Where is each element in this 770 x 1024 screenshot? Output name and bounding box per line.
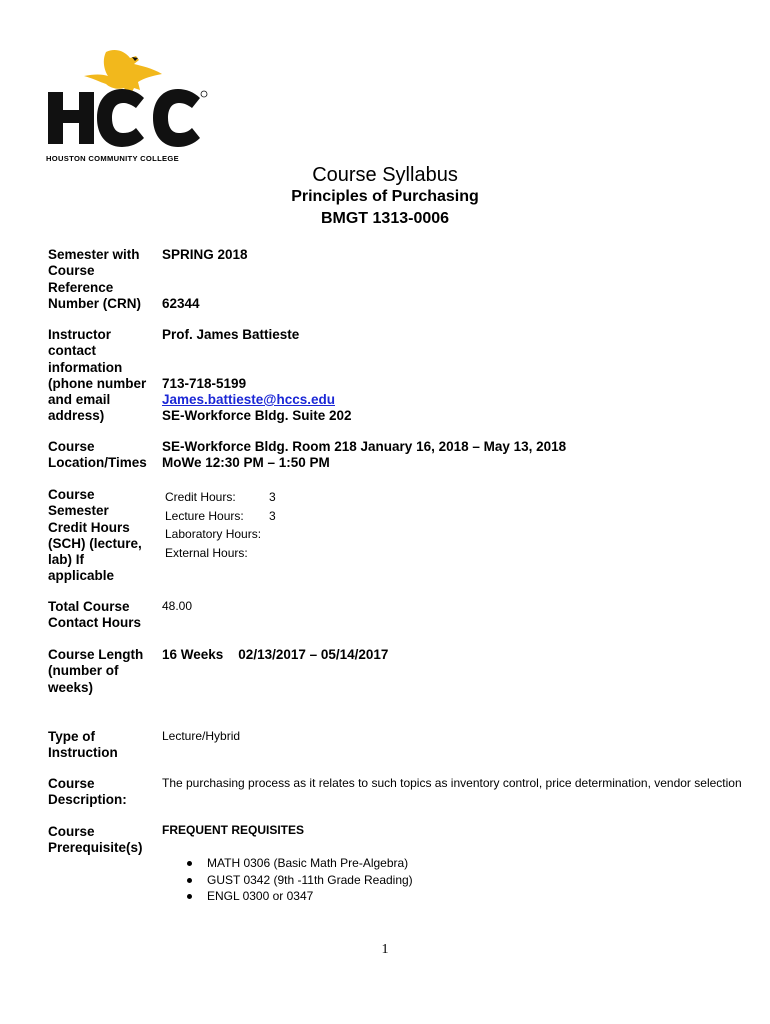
list-item: MATH 0306 (Basic Math Pre-Algebra) <box>183 855 413 872</box>
course-length-value: 16 Weeks 02/13/2017 – 05/14/2017 <box>162 647 389 662</box>
semester-value: SPRING 2018 <box>162 247 248 262</box>
page-number: 1 <box>381 942 389 957</box>
list-item: GUST 0342 (9th -11th Grade Reading) <box>183 872 413 889</box>
course-name: Principles of Purchasing <box>291 188 479 205</box>
instructor-phone: 713-718-5199 <box>162 376 247 391</box>
instruction-type-value: Lecture/Hybrid <box>162 729 241 743</box>
description-value: The purchasing process as it relates to such topics as inventory control, price determination, vendor selection <box>162 776 742 790</box>
eagle-icon <box>44 44 214 156</box>
logo-caption: HOUSTON COMMUNITY COLLEGE <box>46 154 179 163</box>
description-label: Course Description: <box>48 776 127 808</box>
instructor-name: Prof. James Battieste <box>162 327 300 342</box>
prerequisites-label: Course Prerequisite(s) <box>48 824 143 856</box>
location-label: Course Location/Times <box>48 439 147 471</box>
prerequisites-list <box>183 855 413 905</box>
instructor-label: Instructor contact information (phone number and email address) <box>48 327 147 424</box>
course-code: BMGT 1313-0006 <box>320 210 450 227</box>
instructor-email-link[interactable]: James.battieste@hccs.edu <box>162 392 335 407</box>
external-hours-row: External Hours: <box>165 545 248 560</box>
semester-label: Semester with Course Reference Number (CRN) <box>48 247 141 311</box>
hcc-logo <box>44 44 214 166</box>
instructor-office: SE-Workforce Bldg. Suite 202 <box>162 408 352 423</box>
contact-hours-label: Total Course Contact Hours <box>48 599 142 631</box>
location-times: MoWe 12:30 PM – 1:50 PM <box>162 455 330 470</box>
contact-hours-value: 48.00 <box>162 599 193 613</box>
laboratory-hours-row: Laboratory Hours: <box>165 527 262 541</box>
course-length-label: Course Length (number of weeks) <box>48 647 144 695</box>
lecture-hours-row: Lecture Hours: 3 <box>165 508 276 523</box>
credit-hours-row: Credit Hours: 3 <box>165 490 276 504</box>
crn-value: 62344 <box>162 296 200 311</box>
location-room-dates: SE-Workforce Bldg. Room 218 January 16, 2018 – May 13, 2018 <box>162 439 567 454</box>
list-item: ENGL 0300 or 0347 <box>183 888 413 905</box>
instruction-type-label: Type of Instruction <box>48 729 118 761</box>
credit-hours-table <box>165 488 276 562</box>
document-title: Course Syllabus <box>312 164 458 186</box>
credit-hours-label: Course Semester Credit Hours (SCH) (lecture, lab) If applicable <box>48 487 142 584</box>
prerequisites-heading: FREQUENT REQUISITES <box>162 823 305 837</box>
